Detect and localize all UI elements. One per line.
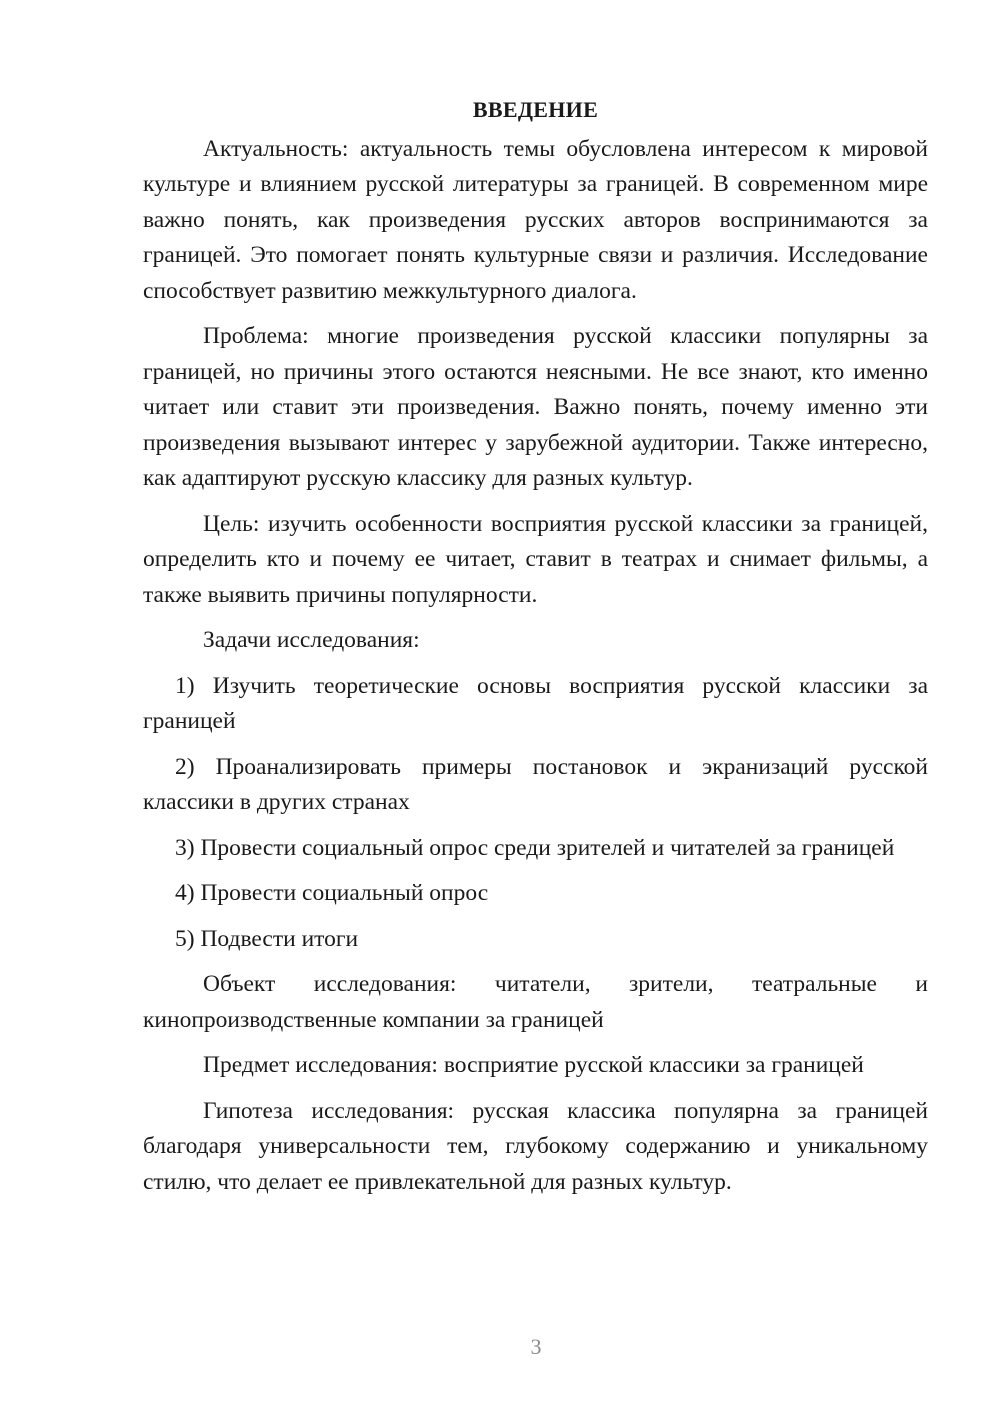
task-item-4: 4) Провести социальный опрос [175, 880, 489, 906]
section-title: ВВЕДЕНИЕ [472, 97, 599, 122]
paragraph-hypothesis: Гипотеза исследования: русская классика популярна за границей благодаря универсальности тем, глубокому содержанию и уникальному стилю, что делает ее привлекательной для разных культур. [143, 1097, 928, 1195]
task-item-2: 2) Проанализировать примеры постановок и экранизаций русской классики в других странах [143, 753, 928, 815]
paragraph-object: Объект исследования: читатели, зрители, театральные и кинопроизводственные компании за границей [143, 971, 928, 1033]
paragraph-relevance: Актуальность: актуальность темы обусловлена интересом к мировой культуре и влиянием русской литературы за границей. В современном мире важно понять, как произведения русских авторов воспринимаются за границей. Это помогает понять культурные связи и различия. Исследование способствует развитию межкультурного диалога. [143, 135, 928, 304]
page-number: 3 [530, 1334, 542, 1359]
paragraph-subject: Предмет исследования: восприятие русской классики за границей [203, 1052, 864, 1078]
task-item-3: 3) Провести социальный опрос среди зрителей и читателей за границей [175, 834, 895, 861]
paragraph-problem: Проблема: многие произведения русской классики популярны за границей, но причины этого остаются неясными. Не все знают, кто именно читает или ставит эти произведения. Важно понять, почему именно эти произведения вызывают интерес у зарубежной аудитории. Также интересно, как адаптируют русскую классику для разных культур. [143, 323, 928, 491]
task-item-5: 5) Подвести итоги [175, 925, 359, 952]
paragraph-tasks-heading: Задачи исследования: [203, 627, 420, 653]
paragraph-goal: Цель: изучить особенности восприятия русской классики за границей, определить кто и почему ее читает, ставит в театрах и снимает фильмы, а также выявить причины популярности. [143, 510, 928, 608]
task-item-1: 1) Изучить теоретические основы восприятия русской классики за границей [143, 672, 928, 734]
page-content [143, 92, 928, 1210]
